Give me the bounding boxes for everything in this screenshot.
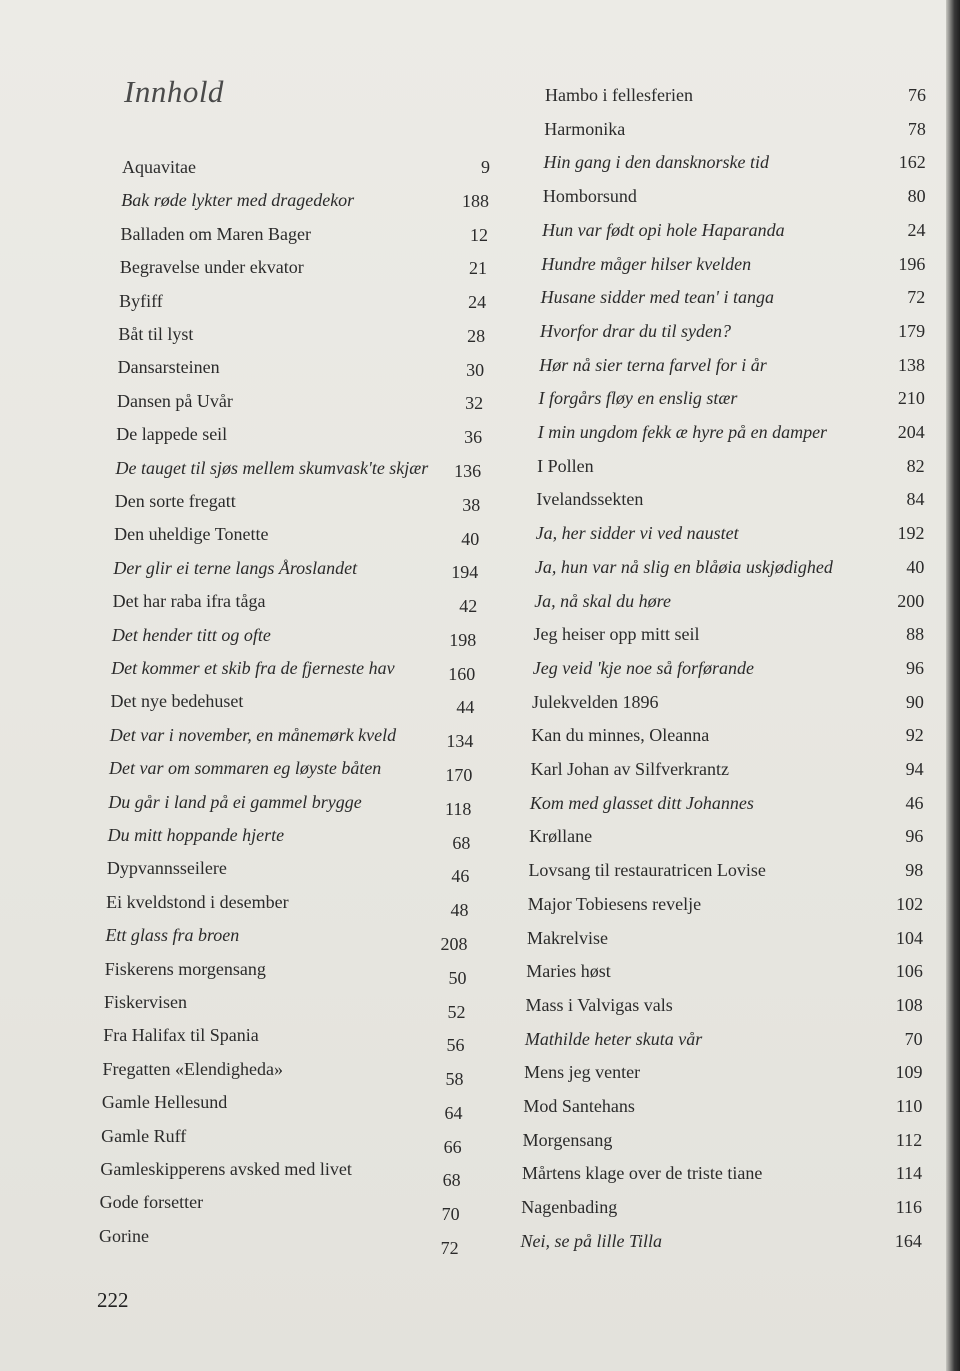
toc-entry-page: 24 bbox=[468, 292, 487, 313]
toc-entry-page: 96 bbox=[905, 826, 924, 847]
toc-entry-title: Hun var født opi hole Haparanda bbox=[542, 219, 785, 240]
toc-entry-title: Makrelvise bbox=[527, 927, 608, 948]
toc-entry-title: Den uheldige Tonette bbox=[114, 524, 269, 545]
toc-entry-page: 58 bbox=[445, 1069, 464, 1090]
toc-entry-title: Ei kveldstond i desember bbox=[106, 891, 289, 912]
toc-entry-title: Ja, nå skal du høre bbox=[534, 590, 671, 611]
toc-entry-page: 48 bbox=[450, 900, 469, 921]
toc-entry-page: 21 bbox=[469, 258, 488, 279]
toc-entry-title: Ja, her sidder vi ved naustet bbox=[535, 523, 739, 544]
toc-entry-page: 32 bbox=[465, 393, 484, 414]
toc-entry-title: Hør nå sier terna farvel for i år bbox=[539, 354, 767, 375]
toc-entry-page: 110 bbox=[896, 1096, 923, 1116]
toc-entry-page: 134 bbox=[446, 731, 474, 752]
toc-entry-page: 24 bbox=[907, 219, 926, 240]
toc-entry-page: 12 bbox=[470, 224, 489, 245]
toc-entry-page: 78 bbox=[907, 118, 926, 139]
toc-entry-title: Der glir ei terne langs Åroslandet bbox=[113, 557, 358, 578]
toc-entry-title: Dansen på Uvår bbox=[116, 390, 233, 411]
toc-entry-page: 42 bbox=[459, 596, 478, 617]
toc-entry-page: 40 bbox=[461, 528, 480, 549]
toc-entry-title: I Pollen bbox=[537, 455, 594, 476]
toc-entry-page: 162 bbox=[898, 152, 926, 173]
toc-entry-page: 76 bbox=[908, 85, 926, 105]
toc-entry-title: Den sorte fregatt bbox=[114, 491, 236, 511]
toc-entry-page: 179 bbox=[898, 320, 926, 341]
toc-entry-title: Husane sidder med tean' i tanga bbox=[540, 287, 774, 308]
toc-entry-title: Kom med glasset ditt Johannes bbox=[529, 792, 754, 813]
toc-entry-page: 56 bbox=[446, 1035, 465, 1056]
toc-entry-page: 188 bbox=[462, 190, 490, 211]
toc-entry-title: Dansarsteinen bbox=[117, 357, 220, 378]
toc-entry-title: Det hender titt og ofte bbox=[111, 624, 271, 645]
toc-entry-title: Gamleskipperens avsked med livet bbox=[100, 1159, 352, 1179]
toc-entry-page: 82 bbox=[906, 455, 925, 476]
toc-entry-page: 138 bbox=[898, 354, 926, 375]
toc-entry-title: Nei, se på lille Tilla bbox=[520, 1230, 663, 1251]
toc-entry-page: 116 bbox=[895, 1197, 923, 1218]
toc-entry-title: Gamle Ruff bbox=[101, 1125, 187, 1146]
toc-entry-title: Maries høst bbox=[526, 961, 611, 982]
toc-entry-page: 194 bbox=[451, 562, 479, 583]
toc-entry-page: 30 bbox=[466, 359, 485, 380]
toc-entry-title: Fiskervisen bbox=[104, 992, 187, 1012]
toc-entry-page: 46 bbox=[905, 792, 924, 813]
toc-entry-page: 46 bbox=[451, 866, 470, 887]
toc-entry-page: 84 bbox=[906, 489, 925, 510]
toc-entry-title: Det var i november, en månemørk kveld bbox=[109, 724, 397, 745]
toc-entry-page: 90 bbox=[905, 691, 924, 712]
toc-entry-title: Nagenbading bbox=[521, 1197, 618, 1218]
toc-entry-title: Gamle Hellesund bbox=[101, 1092, 228, 1113]
toc-entry-title: Morgensang bbox=[522, 1129, 613, 1150]
toc-entry-title: Gode forsetter bbox=[99, 1192, 204, 1213]
toc-entry-page: 38 bbox=[462, 494, 481, 515]
toc-entry-page: 64 bbox=[444, 1102, 463, 1123]
toc-entry-title: Ivelandssekten bbox=[536, 489, 644, 510]
toc-entry-page: 204 bbox=[897, 422, 925, 442]
toc-entry-title: Jeg heiser opp mitt seil bbox=[533, 624, 700, 645]
toc-entry-page: 170 bbox=[445, 765, 473, 786]
toc-entry-page: 198 bbox=[449, 629, 477, 650]
page-number: 222 bbox=[97, 1288, 129, 1312]
toc-entry-page: 200 bbox=[897, 590, 925, 611]
toc-entry-page: 36 bbox=[464, 427, 483, 448]
toc-entry-title: Hin gang i den dansknorske tid bbox=[543, 152, 770, 173]
toc-entry-page: 28 bbox=[467, 325, 486, 346]
toc-entry-page: 68 bbox=[442, 1170, 461, 1191]
toc-entry-title: Begravelse under ekvator bbox=[119, 257, 304, 278]
toc-entry-title: Mårtens klage over de triste tiane bbox=[521, 1163, 763, 1184]
toc-entry-page: 88 bbox=[906, 624, 925, 645]
toc-entry-title: Byfiff bbox=[119, 290, 163, 311]
toc-entry-title: Harmonika bbox=[544, 118, 626, 139]
toc-entry-title: Mathilde heter skuta vår bbox=[524, 1028, 703, 1049]
toc-entry-title: De lappede seil bbox=[116, 424, 228, 445]
toc-entry-page: 40 bbox=[906, 556, 925, 577]
toc-entry-title: Dypvannsseilere bbox=[106, 858, 227, 879]
toc-entry-page: 98 bbox=[905, 860, 924, 881]
toc-entry-page: 104 bbox=[896, 927, 923, 948]
toc-entry-title: Ja, hun var nå slig en blåøia uskjødighed bbox=[534, 556, 833, 577]
toc-entry-page: 196 bbox=[898, 253, 926, 274]
toc-entry-page: 9 bbox=[481, 157, 490, 177]
toc-entry-page: 109 bbox=[895, 1062, 923, 1083]
toc-entry-page: 118 bbox=[445, 798, 472, 819]
toc-entry-page: 106 bbox=[895, 961, 923, 982]
toc-entry-title: Aquavitae bbox=[122, 157, 196, 177]
toc-entry-title: Mod Santehans bbox=[523, 1096, 635, 1116]
toc-entry-title: Lovsang til restauratricen Lovise bbox=[528, 860, 766, 881]
toc-entry-title: Gorine bbox=[98, 1225, 149, 1246]
toc-entry-title: Kan du minnes, Oleanna bbox=[531, 725, 710, 746]
toc-entry-page: 210 bbox=[897, 388, 925, 409]
page-title: Innhold bbox=[124, 74, 224, 109]
toc-entry-title: Karl Johan av Silfverkrantz bbox=[530, 759, 730, 779]
toc-entry-title: Fra Halifax til Spania bbox=[103, 1025, 259, 1046]
toc-entry-page: 208 bbox=[440, 933, 468, 954]
toc-entry-page: 160 bbox=[448, 663, 476, 684]
toc-entry-title: Ett glass fra broen bbox=[105, 925, 240, 946]
toc-entry-title: Fiskerens morgensang bbox=[104, 958, 266, 979]
toc-entry-page: 70 bbox=[904, 1028, 923, 1049]
toc-entry-page: 108 bbox=[895, 994, 923, 1015]
page-edge-shadow bbox=[946, 0, 960, 1371]
toc-entry-title: De tauget til sjøs mellem skumvask'te skjær bbox=[115, 457, 429, 478]
toc-entry-page: 114 bbox=[895, 1163, 923, 1184]
toc-entry-title: Bak røde lykter med dragedekor bbox=[121, 190, 355, 211]
toc-entry-title: I min ungdom fekk æ hyre på en damper bbox=[537, 422, 828, 442]
toc-entry-title: Hambo i fellesferien bbox=[545, 85, 693, 105]
toc-entry-title: Det var om sommaren eg løyste båten bbox=[109, 758, 382, 779]
toc-entry-page: 72 bbox=[907, 287, 926, 308]
toc-entry-page: 66 bbox=[443, 1136, 462, 1157]
toc-entry-title: Homborsund bbox=[542, 186, 637, 207]
toc-entry-title: Mass i Valvigas vals bbox=[525, 994, 673, 1015]
toc-entry-title: Det nye bedehuset bbox=[110, 691, 244, 712]
toc-entry-title: Julekvelden 1896 bbox=[532, 691, 659, 712]
toc-entry-title: Jeg veid 'kje noe så forførande bbox=[532, 657, 755, 678]
toc-entry-page: 72 bbox=[440, 1237, 459, 1258]
toc-entry-page: 92 bbox=[905, 725, 924, 746]
toc-entry-title: Du mitt hoppande hjerte bbox=[107, 825, 285, 845]
toc-entry-page: 50 bbox=[448, 967, 467, 988]
toc-entry-title: Mens jeg venter bbox=[524, 1062, 641, 1083]
toc-entry-page: 96 bbox=[905, 657, 924, 678]
toc-entry-title: Krøllane bbox=[529, 826, 593, 847]
toc-entry-title: Fregatten «Elendigheda» bbox=[102, 1058, 283, 1079]
toc-entry-page: 68 bbox=[452, 832, 471, 853]
toc-entry-page: 112 bbox=[895, 1129, 923, 1150]
toc-entry-page: 102 bbox=[896, 893, 924, 914]
toc-entry-page: 52 bbox=[447, 1001, 466, 1022]
toc-entry-title: Det kommer et skib fra de fjerneste hav bbox=[111, 658, 395, 678]
toc-entry-title: Det har raba ifra tåga bbox=[112, 591, 266, 612]
toc-entry-title: Hundre måger hilser kvelden bbox=[541, 253, 752, 274]
toc-entry-page: 192 bbox=[897, 523, 925, 544]
toc-entry-title: Balladen om Maren Bager bbox=[120, 223, 311, 244]
toc-entry-page: 94 bbox=[905, 759, 924, 779]
toc-entry-title: Båt til lyst bbox=[118, 324, 194, 344]
toc-entry-page: 80 bbox=[907, 186, 926, 207]
toc-entry-page: 44 bbox=[456, 697, 475, 718]
toc-entry-title: I forgårs fløy en enslig stær bbox=[538, 388, 738, 409]
toc-entry-page: 164 bbox=[894, 1230, 922, 1251]
toc-entry-title: Du går i land på ei gammel brygge bbox=[108, 791, 362, 812]
toc-entry-page: 70 bbox=[441, 1204, 460, 1225]
toc-entry-title: Major Tobiesens revelje bbox=[527, 893, 702, 914]
toc-entry-title: Hvorfor drar du til syden? bbox=[539, 320, 731, 341]
toc-entry-page: 136 bbox=[454, 461, 482, 481]
